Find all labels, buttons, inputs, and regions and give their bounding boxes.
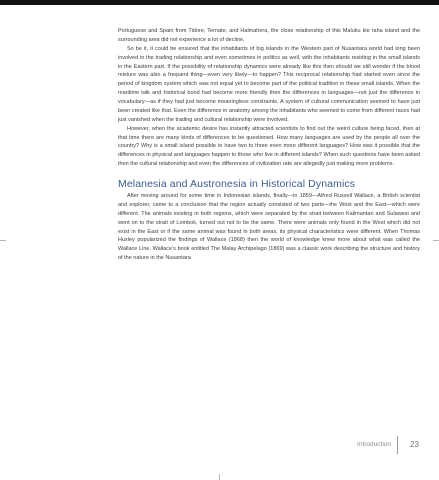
- footer-section-label: Introduction: [357, 441, 391, 448]
- section-heading: Melanesia and Austronesia in Historical Dynamics: [118, 178, 356, 190]
- footer-divider: [397, 436, 398, 454]
- paragraph-4: After moving around for some time in Indonesian islands, finally—in 1859—Alfred Russell Wallace, a British scientist and explorer, came to a conclusion that the region actually consisted of two parts—the West and the East—which were different. The animals existing in both regions, which were separated by the strait between Kalimantan and Sulawesi and went on to the strait of Lombok, turned out not to be the same. There were animals only found in the West which did not exist in the East or if the same animal was found in both areas, its physical characteristics were different. When Thomas Huxley popularized the findings of Wallace (1868) then the world of knowledge knew more about what was called the Wallace Line. Wallace’s book entitled The Malay Archipelago (1869) was a classic work describing the structure and history of the nature in the Nusantara: [118, 193, 420, 262]
- crop-mark-left: [0, 240, 6, 241]
- paragraph-1: Portuguese and Spain from Tidore, Ternate, and Halmahera, the close relationship of this Maluku kie raha island and the surrounding area did not experience a lot of decline.: [118, 28, 420, 43]
- document-body: [118, 27, 420, 263]
- crop-mark-right: [433, 240, 439, 241]
- top-edge-bar: [0, 0, 439, 5]
- paragraph-2: So be it, it could be ensured that the inhabitants of big islands in the Western part of Nusantara world had long been involved in the trading relationship and even sometimes in politics as well, with the inhabitants residing in the small islands in the Eastern part. If the possibility of relationship dynamics were already like this then should we still wonder if the blood mixture was also a frequent thing—even very likely—to happen? This reciprocal relationship had started even since the period of kingdom system which was not equal yet to become part of the political tradition in these small islands. When the maritime talk and historical bond had become more friendly then the differences in languages—not just the difference in vocabulary—as if they had just become meaningless constraints. A system of cultural communication seemed to have just been created like that. Even the difference in anatomy among the inhabitants who seemed to come from different races had just vanished when the trading and cultural relationship were involved.: [118, 45, 420, 123]
- page-number: 23: [410, 440, 419, 449]
- page-footer: [300, 436, 420, 456]
- paragraph-3: However, when the academic desire has instantly attracted scientists to find out the weird culture being faced, then at that time there are many kinds of differences to be questioned. How many languages are used by the people all over the country? Why is a small island possible to have two to three even more different languages? How was it possible that the differences in physical and languages happen to those who live in different islands? When such questions have been asked then the cultural relationship and even the differences of civilization rate are allegedly just making more problems.: [118, 125, 420, 168]
- crop-mark-bottom: [219, 474, 220, 480]
